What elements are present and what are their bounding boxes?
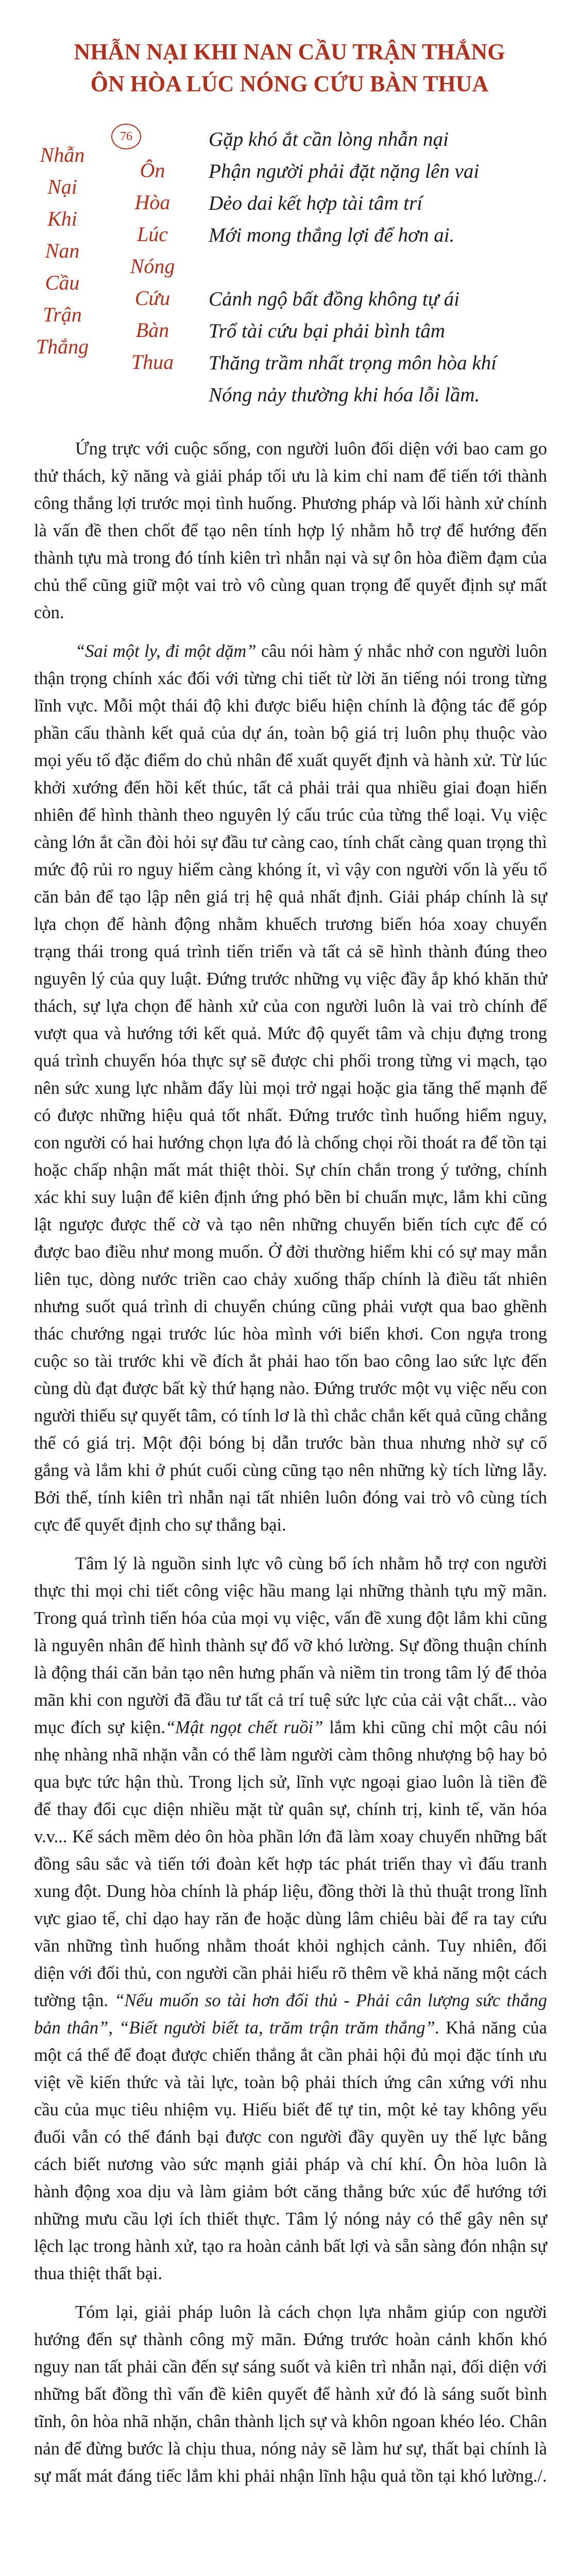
- proverb-quote: “Sai một ly, đi một dặm”: [75, 641, 257, 661]
- title-line-2: ÔN HÒA LÚC NÓNG CỨU BÀN THUA: [90, 71, 489, 96]
- body-paragraph-2: [34, 638, 547, 1539]
- title-line-1: NHẪN NẠI KHI NAN CẦU TRẬN THẮNG: [74, 39, 505, 64]
- paragraph-text: Tâm lý là nguồn sinh lực vô cùng bổ ích nhằm hỗ trợ con người thực thi mọi chi tiết công việc hầu mang lại những thành tựu mỹ mãn. Trong quá trình tiến hóa của mọi vụ việc, vấn đề xung đột lắm khi cũng là nguyên nhân để hình thành sự đổ vỡ khó lường. Sự đồng thuận chính là động thái căn bản tạo nên hưng phấn và niềm tin trong tâm lý để thỏa mãn khi con người đã đầu tư tất cả trí tuệ sức lực của cải vật chất... vào mục đích sự kiện.: [34, 1554, 547, 1737]
- body-paragraph-1: Ứng trực với cuộc sống, con người luôn đối diện với bao cam go thử thách, kỹ năng và giải pháp tối ưu là kim chỉ nam để tiến tới thành công thắng lợi trước mọi tình huống. Phương pháp và lối hành xử chính là vấn đề then chốt để tạo nên tính hợp lý nhằm hỗ trợ để hướng đến thành tựu mà trong đó tính kiên trì nhẫn nại và sự ôn hòa điềm đạm của chủ thể cũng giữ một vai trò vô cùng quan trọng để quyết định sự mất còn.: [34, 439, 547, 622]
- article-body: [34, 435, 547, 2501]
- poem-line: Trổ tài cứu bại phải bình tâm: [209, 320, 445, 342]
- vertical-word: Thắng: [36, 335, 89, 358]
- poem-stanza-2: [209, 283, 564, 411]
- vertical-word: Ôn: [140, 159, 165, 182]
- vertical-word: Cứu: [134, 286, 171, 310]
- poem-line: Phận người phải đặt nặng lên vai: [209, 160, 480, 182]
- proverb-quote: “Nếu muốn so tài hơn đối thủ - Phải cân lượng sức thắng bản thân”, “Biết người biết ta, trăm trận trăm thắng”.: [34, 1991, 548, 2038]
- poem-line: Dẻo dai kết hợp tài tâm trí: [209, 192, 423, 214]
- vertical-word: Thua: [131, 350, 174, 374]
- poem-line: Mới mong thắng lợi để hơn ai.: [209, 224, 455, 246]
- vertical-word: Cầu: [45, 271, 80, 294]
- vertical-word: Hòa: [134, 191, 171, 214]
- paragraph-text: lắm khi cũng chỉ một câu nói nhẹ nhàng nhã nhặn vẫn có thể làm người càm thông nhượng bộ hay bỏ qua bực tức hận thù. Trong lịch sử, lĩnh vực ngoại giao luôn là tiền đề để thay đổi cục diện nhiều mặt từ quân sự, chính trị, kinh tế, văn hóa v.v... Kế sách mềm dẻo ôn hòa phần lớn đã làm xoay chuyển những bất đồng sâu sắc và tiến tới đoàn kết hợp tác phát triển thay vì đấu tranh xung đột. Dung hòa chính là pháp liệu, đồng thời là thủ thuật trong lĩnh vực giao tế, chỉ dạo hay răn đe hoặc dùng lâm chiêu bài để ra tay cứu vãn những tình huống nhằm thoát khỏi nghịch cảnh. Tuy nhiên, đối diện với đối thủ, con người cần phải hiểu rõ thêm về khả năng một cách tường tận.: [34, 1718, 547, 2010]
- poem-line: Gặp khó ắt cần lòng nhẫn nại: [209, 128, 449, 150]
- poem: [209, 124, 564, 411]
- poem-stanza-1: [209, 124, 564, 251]
- vertical-word: Lúc: [137, 223, 168, 246]
- vertical-word: Khi: [47, 207, 77, 230]
- paragraph-text: câu nói hàm ý nhắc nhở con người luôn thận trọng chính xác đối với từng chi tiết từ lời ăn tiếng nói trong từng lĩnh vực. Mỗi một thái độ khi được biểu hiện chính là động tác để góp phần cấu thành kết quả của dự án, toàn bộ giá trị luôn phụ thuộc vào mọi yếu tố đặc điểm do chủ nhân để xuất quyết định và hành xử. Từ lúc khởi xướng đến hồi kết thúc, tất cả phải trải qua nhiều giai đoạn hiển nhiên để hình thành theo nguyên lý cấu trúc của từng thể loại. Vụ việc càng lớn ắt cần đòi hỏi sự đầu tư càng cao, tính chất càng quan trọng thì mức độ rủi ro nguy hiểm càng khóng ít, vì vậy con người vốn là yếu tố căn bản để tạo lập nên giá trị hệ quả nhất định. Giải pháp chính là sự lựa chọn để hành động nhằm khuếch trương biến hóa xoay chuyển trạng thái trong quá trình tiến triển và tất cả sẽ hình thành đúng theo nguyên lý của quy luật. Đứng trước những vụ việc đầy ắp khó khăn thử thách, sự lựa chọn để hành xử của con người luôn là vai trò chính để vượt qua và hướng tới kết quả. Mức độ quyết tâm và chịu đựng trong quá trình chuyển hóa thực sự sẽ được chi phối trong từng vi mạch, tạo nên sức xung lực nhằm đẩy lùi mọi trở ngại hoặc gia tăng thế mạnh để có được những hiệu quả tốt nhất. Đứng trước tình huống hiểm nguy, con người có hai hướng chọn lựa đó là chống chọi rồi thoát ra để tồn tại hoặc chấp nhận mất mát thiệt thòi. Sự chín chắn trong ý tưởng, chính xác khi suy luận để kiên định ứng phó bền bỉ chuẩn mực, lắm khi cũng lật ngược được thế cờ và tạo nên những chuyển biến tích cực để có được bao điều như mong muốn. Ở đời thường hiểm khi có sự may mắn liên tục, dòng nước triền cao chảy xuống thấp chính là điều tất nhiên nhưng suốt quá trình di chuyển chúng cũng phải vượt qua bao ghềnh thác chướng ngại trước lúc hòa mình với biển khơi. Con ngựa trong cuộc so tài trước khi về đích ắt phải hao tốn bao công lao sức lực đến cùng dù đạt được bất kỳ thứ hạng nào. Đứng trước một vụ việc nếu con người thiếu sự quyết tâm, có tính lơ là thì chắc chắn kết quả cũng chẳng thể có giá trị. Một đội bóng bị dẫn trước bàn thua nhưng nhờ sự cố gắng và lắm khi ở phút cuối cùng cũng tạo nên những kỳ tích lừng lẫy. Bởi thế, tính kiên trì nhẫn nại tất nhiên luôn đóng vai trò vô cùng tích cực để quyết định cho sự thắng bại.: [34, 641, 547, 1535]
- vertical-calligraphy-title: [19, 124, 204, 402]
- vertical-word: Nan: [45, 239, 80, 262]
- body-paragraph-4: Tóm lại, giải pháp luôn là cách chọn lựa nhằm giúp con người hướng đến sự thành công mỹ mãn. Đứng trước hoàn cảnh khốn khó nguy nan tất phải cần đến sự sáng suốt và kiên trì nhẫn nại, đối diện với những bất đồng thì vấn đề kiên quyết để hành xử đó là sáng suốt bình tĩnh, ôn hòa nhã nhặn, chân thành lịch sự và khôn ngoan khéo léo. Chân nản để đừng bước là chịu thua, nóng nảy sẽ làm hư sự, thất bại chính là sự mất mát đáng tiếc lắm khi phải nhận lĩnh hậu quả tồn tại khó lường./.: [34, 2302, 547, 2486]
- vertical-word: Nại: [47, 175, 77, 198]
- poem-line: Cảnh ngộ bất đồng không tự ái: [209, 288, 460, 310]
- proverb-quote: “Mật ngọt chết ruồi”: [165, 1718, 323, 1737]
- chapter-number-badge: 76: [111, 124, 141, 149]
- vertical-column-right: [109, 155, 196, 378]
- poem-line: Thăng trầm nhất trọng môn hòa khí: [209, 352, 497, 374]
- paragraph-text: Khả năng của một cá thể để đoạt được chiến thắng ắt cần phải hội đủ mọi đặc tính ưu việt về kiến thức và tài lực, toàn bộ phải thích ứng cân xứng với nhu cầu của mục tiêu nhiệm vụ. Hiếu biết để tự tin, một kẻ tay không yếu đuối vẫn có thể đánh bại được con người đầy quyền uy thế lực bằng cách biết nương vào sức mạnh giải pháp và chí khí. Ôn hòa luôn là hành động xoa dịu và làm giảm bớt căng thẳng bức xúc để hướng tới những mưu cầu lợi ích thiết thực. Tâm lý nóng nảy có thể gây nên sự lệch lạc trong hành xử, tạo ra hoàn cảnh bất lợi và sẵn sàng đón nhận sự thua thiệt thất bại.: [34, 2018, 547, 2283]
- vertical-word: Nóng: [130, 255, 175, 278]
- vertical-word: Bàn: [135, 318, 169, 342]
- vertical-word: Trận: [43, 303, 82, 326]
- vertical-word: Nhẫn: [40, 143, 85, 166]
- poem-line: Nóng nảy thường khi hóa lỗi lầm.: [209, 384, 480, 406]
- body-paragraph-3: [34, 1550, 547, 2287]
- vertical-column-left: [19, 139, 106, 363]
- article-title: [0, 36, 579, 100]
